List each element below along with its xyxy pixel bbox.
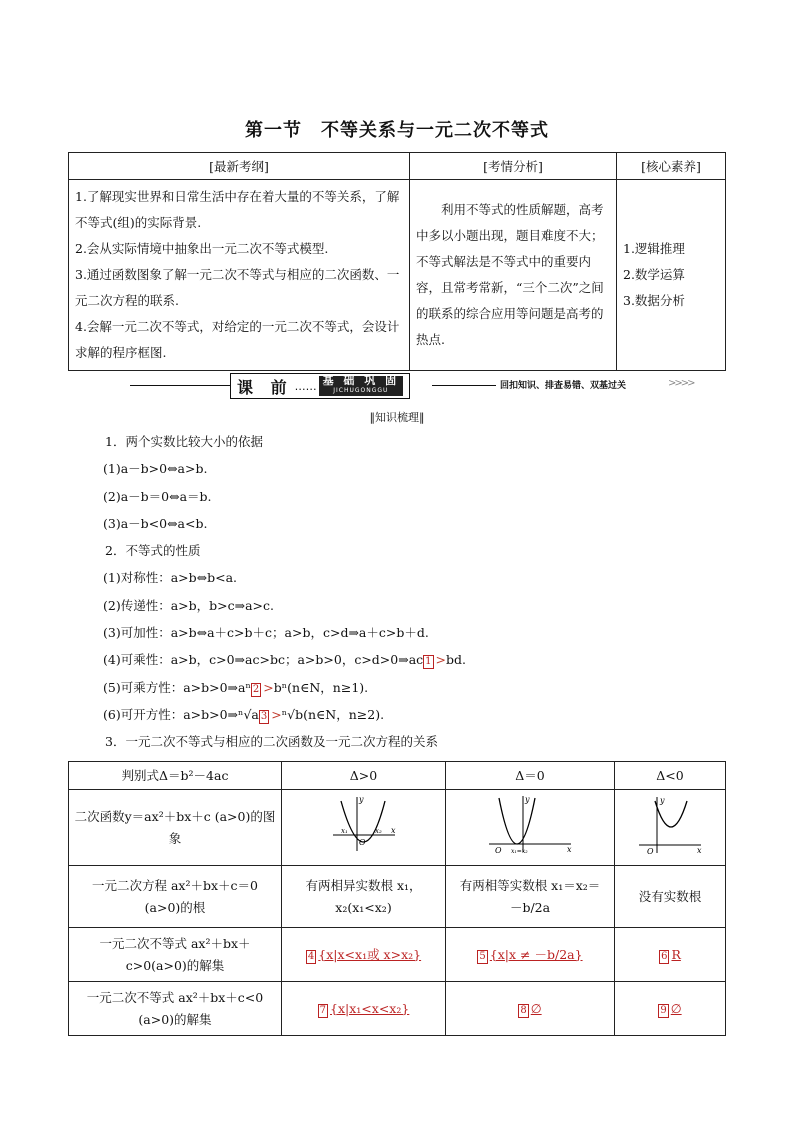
knowledge-list xyxy=(105,428,745,756)
sec1-item: (1)a－b>0⇔a>b. xyxy=(103,461,208,477)
col-discriminant: 判别式Δ＝b²－4ac xyxy=(69,762,282,790)
row-gt-label: 一元二次不等式 ax²＋bx＋c>0(a>0)的解集 xyxy=(69,928,282,982)
lt-delta-zero xyxy=(446,982,615,1036)
suyang-item: 1.逻辑推理 xyxy=(623,241,685,256)
answer-blank: ∅ xyxy=(670,1000,682,1016)
answer-number: 6 xyxy=(661,950,668,962)
text: bd. xyxy=(446,652,466,668)
answer-number: 3 xyxy=(260,710,268,722)
answer-number: 5 xyxy=(479,950,486,962)
gt-delta-zero xyxy=(446,928,615,982)
banner-tag: 回扣知识、排查易错、双基过关 xyxy=(500,381,627,391)
lt-delta-neg xyxy=(615,982,726,1036)
gt-delta-pos xyxy=(282,928,446,982)
gt-delta-neg xyxy=(615,928,726,982)
sec1-item: (3)a－b<0⇔a<b. xyxy=(103,515,208,531)
sec2-item: (1)对称性：a>b⇔b<a. xyxy=(103,570,238,586)
section-banner xyxy=(130,373,694,399)
text: (6)可开方性：a>b>0⇒ⁿ√a xyxy=(103,706,259,722)
suyang-item: 3.数据分析 xyxy=(623,293,685,308)
axis-y-label: y xyxy=(358,795,364,804)
header-kaogang: [最新考纲] xyxy=(69,153,410,180)
header-analysis: [考情分析] xyxy=(410,153,617,180)
axis-y-label: y xyxy=(525,795,530,804)
row-lt-label: 一元二次不等式 ax²＋bx＋c<0 (a>0)的解集 xyxy=(69,982,282,1036)
x2-label: x₂ xyxy=(374,827,382,835)
parabola-no-root-icon xyxy=(635,793,705,855)
sec2-item-4 xyxy=(103,646,745,673)
axis-x-label: x xyxy=(390,826,396,835)
lt-delta-pos xyxy=(282,982,446,1036)
sec1-item: (2)a－b＝0⇔a＝b. xyxy=(103,488,212,504)
col-delta-zero: Δ＝0 xyxy=(446,762,615,790)
answer-blank: R xyxy=(671,946,681,962)
text: ⁿ√b(n∈N，n≥2). xyxy=(281,706,385,722)
axis-x-label: x xyxy=(567,845,572,854)
banner-arrows-icon: >>>> xyxy=(668,378,694,389)
roots-equal-value: －b/2a xyxy=(509,899,551,915)
graph-delta-zero xyxy=(446,790,615,866)
answer-number: 2 xyxy=(252,683,260,695)
parabola-one-root-icon xyxy=(485,792,575,856)
page-title: 第一节 不等关系与一元二次不等式 xyxy=(245,120,549,141)
row-graph-label: 二次函数y＝ax²＋bx＋c (a>0)的图象 xyxy=(69,790,282,866)
answer-blank: > xyxy=(435,652,447,668)
answer-blank: {x|x ≠ －b/2a} xyxy=(489,946,583,962)
answer-blank: > xyxy=(263,679,274,695)
col-delta-neg: Δ<0 xyxy=(615,762,726,790)
axis-x-label: x xyxy=(697,846,702,855)
banner-ke: 课 前 xyxy=(237,377,293,397)
text: (5)可乘方性：a>b>0⇒aⁿ xyxy=(103,679,251,695)
banner-line-right xyxy=(432,385,496,386)
row-roots-label: 一元二次方程 ax²＋bx＋c＝0 (a>0)的根 xyxy=(69,866,282,928)
text: (4)可乘性：a>b，c>0⇒ac>bc；a>b>0，c>d>0⇒ac xyxy=(103,652,424,668)
answer-number: 8 xyxy=(520,1004,527,1016)
roots-delta-neg: 没有实数根 xyxy=(615,866,726,928)
axis-y-label: y xyxy=(660,796,665,805)
relation-table xyxy=(68,761,726,1036)
banner-jc-cn: 基 础 巩 固 xyxy=(322,374,400,387)
banner-line-left xyxy=(130,385,230,386)
kaogang-item: 4.会解一元二次不等式，对给定的一元二次不等式，会设计求解的程序框图. xyxy=(75,319,400,360)
parabola-two-roots-icon xyxy=(329,793,399,855)
col-delta-pos: Δ>0 xyxy=(282,762,446,790)
kaogang-item: 2.会从实际情境中抽象出一元二次不等式模型. xyxy=(75,241,329,256)
answer-number: 4 xyxy=(307,950,315,962)
origin-label: O xyxy=(495,846,502,855)
section-subtitle: ‖知识梳理‖ xyxy=(369,411,425,424)
answer-number: 1 xyxy=(425,656,432,668)
banner-box xyxy=(230,373,410,399)
roots-delta-pos: 有两相异实数根 x₁，x₂(x₁<x₂) xyxy=(282,866,446,928)
answer-number: 7 xyxy=(319,1004,327,1016)
origin-label: O xyxy=(358,838,366,847)
sec3-heading: 3．一元二次不等式与相应的二次函数及一元二次方程的关系 xyxy=(105,734,438,750)
sec2-item-5 xyxy=(103,674,745,701)
text: bⁿ(n∈N，n≥1). xyxy=(273,679,369,695)
overview-table xyxy=(68,152,726,371)
x1-label: x₁ xyxy=(340,827,348,835)
graph-delta-pos xyxy=(282,790,446,866)
kaogang-item: 3.通过函数图象了解一元二次不等式与相应的二次函数、一元二次方程的联系. xyxy=(75,267,400,308)
graph-delta-neg xyxy=(615,790,726,866)
banner-jc-pinyin: JICHUGONGGU xyxy=(333,387,389,394)
banner-jc xyxy=(319,376,404,396)
roots-equal-text: 有两相等实数根 x₁＝x₂＝ xyxy=(459,877,601,893)
sec2-item: (3)可加性：a>b⇔a＋c>b＋c；a>b，c>d⇒a＋c>b＋d. xyxy=(103,625,429,641)
origin-label: O xyxy=(647,847,654,855)
sec2-item: (2)传递性：a>b，b>c⇒a>c. xyxy=(103,597,274,613)
sec1-heading: 1．两个实数比较大小的依据 xyxy=(105,434,263,449)
sec2-item-6 xyxy=(103,701,745,728)
kaogang-item: 1.了解现实世界和日常生活中存在着大量的不等关系，了解不等式(组)的实际背景. xyxy=(75,189,400,230)
x12-label: x₁=x₂ xyxy=(511,848,528,855)
header-suyang: [核心素养] xyxy=(617,153,726,180)
roots-delta-zero xyxy=(446,866,615,928)
answer-number: 9 xyxy=(660,1004,667,1016)
answer-blank: {x|x₁<x<x₂} xyxy=(330,1000,410,1016)
kaogang-cell xyxy=(69,180,410,371)
answer-blank: {x|x<x₁或 x>x₂} xyxy=(318,946,422,962)
suyang-cell xyxy=(617,180,726,371)
banner-dots: …… xyxy=(294,379,317,393)
analysis-cell: 利用不等式的性质解题，高考中多以小题出现，题目难度不大；不等式解法是不等式中的重要内容，且常考常新，“三个二次”之间的联系的综合应用等问题是高考的热点. xyxy=(410,180,617,371)
answer-blank: > xyxy=(271,706,282,722)
answer-blank: ∅ xyxy=(530,1000,542,1016)
suyang-item: 2.数学运算 xyxy=(623,267,685,282)
sec2-heading: 2．不等式的性质 xyxy=(105,543,201,559)
